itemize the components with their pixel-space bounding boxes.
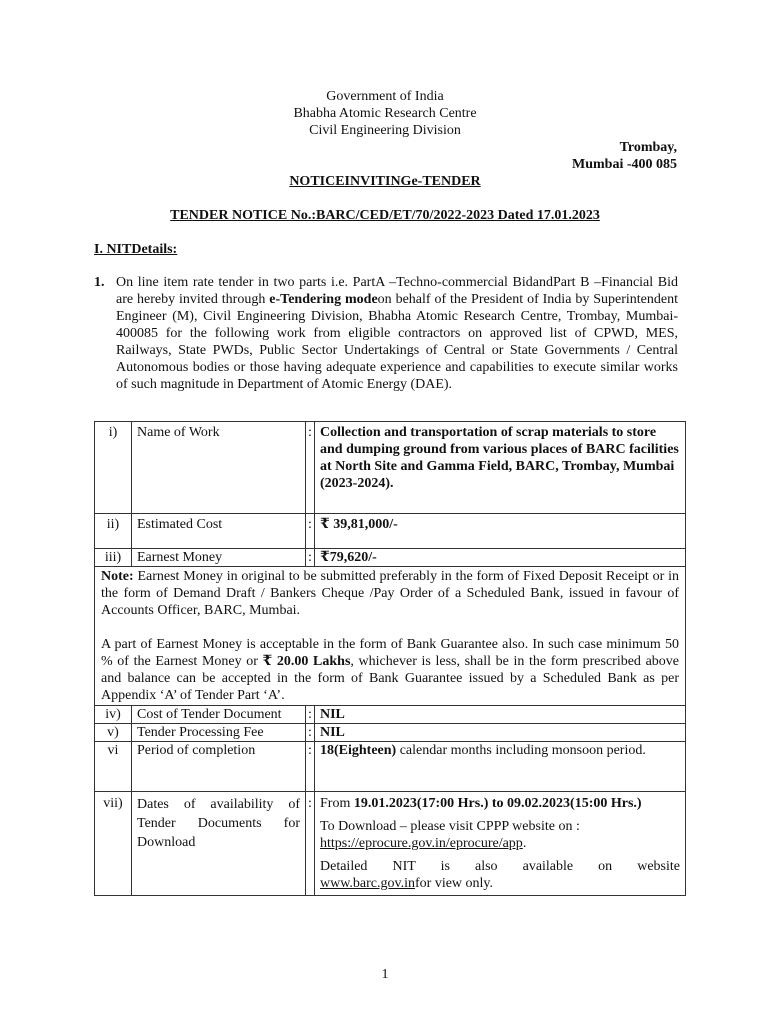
completion-rest: calendar months including monsoon period. (396, 743, 646, 758)
row-colon: : (306, 549, 315, 567)
row-label: Earnest Money (132, 549, 306, 567)
note-text-2a: A part of Earnest Money is acceptable in the form of Bank Guarantee also. In such case minimum 50 % of the Earnest Money or (101, 637, 679, 669)
row-number: iii) (95, 549, 132, 567)
header-block (0, 88, 770, 139)
dates-from-label: From (320, 796, 354, 811)
row-colon: : (306, 706, 315, 724)
detailed-end: for view only. (415, 876, 494, 891)
row-number: vii) (95, 792, 132, 896)
row-label: Estimated Cost (132, 514, 306, 549)
cost-of-tender-value: NIL (315, 706, 686, 724)
table-row (95, 549, 686, 567)
row-label: Dates of availability of Tender Documents for Download (132, 792, 306, 896)
header-division: Civil Engineering Division (309, 123, 461, 138)
note-text-2c: , whichever is less, shall be in the form prescribed above and balance can be accepted in the form of Bank Guarantee issued by a Scheduled Bank as per Appendix ‘A’ of Tender Part ‘A’. (101, 654, 679, 703)
header-organisation: Bhabha Atomic Research Centre (293, 106, 477, 121)
cppp-link[interactable]: https://eprocure.gov.in/eprocure/app (320, 836, 523, 851)
barc-link[interactable]: www.barc.gov.in (320, 876, 415, 891)
row-number: ii) (95, 514, 132, 549)
row-number: v) (95, 724, 132, 742)
row-colon: : (306, 724, 315, 742)
table-row (95, 567, 686, 706)
name-of-work-value: Collection and transportation of scrap materials to store and dumping ground from various places of BARC facilities at North Site and Gamma Field, BARC, Trombay, Mumbai (2023-2024). (315, 422, 686, 514)
header-government: Government of India (326, 89, 444, 104)
dates-range: 19.01.2023(17:00 Hrs.) to 09.02.2023(15:00 Hrs.) (353, 796, 642, 811)
row-colon: : (306, 742, 315, 792)
address-block (572, 139, 677, 173)
note-label: Note: (101, 569, 134, 584)
table-row (95, 724, 686, 742)
paragraph-1-text-b: on behalf of the President of India by Superintendent Engineer (M), Civil Engineering Division, Bhabha Atomic Research Centre, Trombay, Mumbai-400085 for the following work from eligible contractors on approved list of CPWD, MES, Railways, State PWDs, Public Sector Undertakings of Central or State Governments / Central Autonomous bodies or those having adequate experience and capabilities to execute similar works of such magnitude in Department of Atomic Energy (DAE). (116, 292, 678, 392)
processing-fee-value: NIL (315, 724, 686, 742)
paragraph-1 (116, 274, 678, 393)
row-number: i) (95, 422, 132, 514)
note-text-1: Earnest Money in original to be submitted preferably in the form of Fixed Deposit Receipt or in the form of Demand Draft / Bankers Cheque /Pay Order of a Scheduled Bank, issued in favour of Accounts Officer, BARC, Mumbai. (101, 569, 679, 618)
page-number: 1 (381, 967, 389, 982)
table-row (95, 422, 686, 514)
row-colon: : (306, 422, 315, 514)
detailed-text: Detailed NIT is also available on website (320, 859, 680, 874)
completion-bold: 18(Eighteen) (320, 743, 397, 758)
row-colon: : (306, 792, 315, 896)
table-row (95, 514, 686, 549)
download-text: To Download – please visit CPPP website on : (320, 819, 580, 834)
row-number: vi (95, 742, 132, 792)
row-label: Cost of Tender Document (132, 706, 306, 724)
row-label: Period of completion (132, 742, 306, 792)
address-line-2: Mumbai -400 085 (572, 157, 677, 172)
table-row (95, 792, 686, 896)
row-label: Tender Processing Fee (132, 724, 306, 742)
section-heading: I. NITDetails: (94, 242, 178, 257)
dates-value (315, 792, 686, 896)
table-row (95, 742, 686, 792)
paragraph-1-bold: e-Tendering mode (269, 292, 378, 307)
nit-details-table (94, 421, 686, 896)
paragraph-number: 1. (94, 275, 105, 290)
earnest-money-value: ₹79,620/- (315, 549, 686, 567)
note-cell (95, 567, 686, 706)
paragraph-1-text-a: On line item rate tender in two parts i.e. PartA –Techno-commercial BidandPart B –Financial Bid are hereby invited through (116, 275, 678, 307)
download-end: . (522, 836, 527, 851)
row-number: iv) (95, 706, 132, 724)
row-label: Name of Work (132, 422, 306, 514)
notice-title: NOTICEINVITINGe-TENDER (289, 174, 481, 189)
estimated-cost-value: ₹ 39,81,000/- (315, 514, 686, 549)
completion-value (315, 742, 686, 792)
tender-notice-number: TENDER NOTICE No.:BARC/CED/ET/70/2022-2023 Dated 17.01.2023 (170, 208, 600, 223)
note-text-2b: ₹ 20.00 Lakhs (262, 654, 351, 669)
table-row (95, 706, 686, 724)
row-colon: : (306, 514, 315, 549)
address-line-1: Trombay, (619, 140, 677, 155)
